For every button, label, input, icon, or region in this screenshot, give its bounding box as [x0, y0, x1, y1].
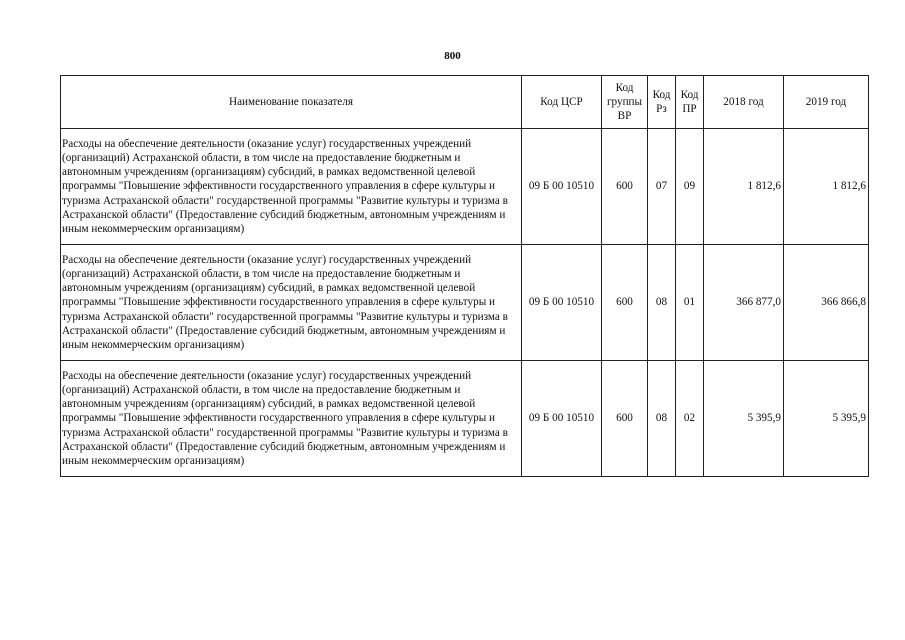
row-pr: 09: [676, 129, 704, 245]
row-vr: 600: [602, 245, 648, 361]
row-2018: 5 395,9: [704, 361, 784, 477]
page-number: 800: [444, 50, 461, 62]
header-vr: Код группы ВР: [602, 76, 648, 129]
table-row: [61, 245, 869, 361]
row-rz: 07: [648, 129, 676, 245]
table-row: [61, 361, 869, 477]
header-2018: 2018 год: [704, 76, 784, 129]
table-row: [61, 129, 869, 245]
row-name: Расходы на обеспечение деятельности (оказание услуг) государственных учреждений (организаций) Астраханской области, в том числе на предоставление бюджетным и автономным учреждениям (организациям) субсидий, в рамках ведомственной целевой программы "Повышение эффективности государственного управления в сфере культуры и туризма Астраханской области" государственной программы "Развитие культуры и туризма в Астраханской области" (Предоставление субсидий бюджетным, автономным учреждениям и иным некоммерческим организациям): [61, 129, 522, 245]
row-csr: 09 Б 00 10510: [522, 245, 602, 361]
header-name: Наименование показателя: [61, 76, 522, 129]
table-header-row: [61, 76, 869, 129]
row-csr: 09 Б 00 10510: [522, 361, 602, 477]
row-2019: 5 395,9: [784, 361, 869, 477]
row-vr: 600: [602, 361, 648, 477]
row-pr: 02: [676, 361, 704, 477]
header-rz: Код Рз: [648, 76, 676, 129]
row-name: Расходы на обеспечение деятельности (оказание услуг) государственных учреждений (организаций) Астраханской области, в том числе на предоставление бюджетным и автономным учреждениям (организациям) субсидий, в рамках ведомственной целевой программы "Повышение эффективности государственного управления в сфере культуры и туризма Астраханской области" государственной программы "Развитие культуры и туризма в Астраханской области" (Предоставление субсидий бюджетным, автономным учреждениям и иным некоммерческим организациям): [61, 245, 522, 361]
header-pr: Код ПР: [676, 76, 704, 129]
row-rz: 08: [648, 361, 676, 477]
header-2019: 2019 год: [784, 76, 869, 129]
row-2018: 366 877,0: [704, 245, 784, 361]
row-pr: 01: [676, 245, 704, 361]
row-rz: 08: [648, 245, 676, 361]
row-csr: 09 Б 00 10510: [522, 129, 602, 245]
row-2019: 1 812,6: [784, 129, 869, 245]
row-2018: 1 812,6: [704, 129, 784, 245]
row-name: Расходы на обеспечение деятельности (оказание услуг) государственных учреждений (организаций) Астраханской области, в том числе на предоставление бюджетным и автономным учреждениям (организациям) субсидий, в рамках ведомственной целевой программы "Повышение эффективности государственного управления в сфере культуры и туризма Астраханской области" государственной программы "Развитие культуры и туризма в Астраханской области" (Предоставление субсидий бюджетным, автономным учреждениям и иным некоммерческим организациям): [61, 361, 522, 477]
row-2019: 366 866,8: [784, 245, 869, 361]
row-vr: 600: [602, 129, 648, 245]
header-csr: Код ЦСР: [522, 76, 602, 129]
budget-table: [60, 75, 869, 477]
